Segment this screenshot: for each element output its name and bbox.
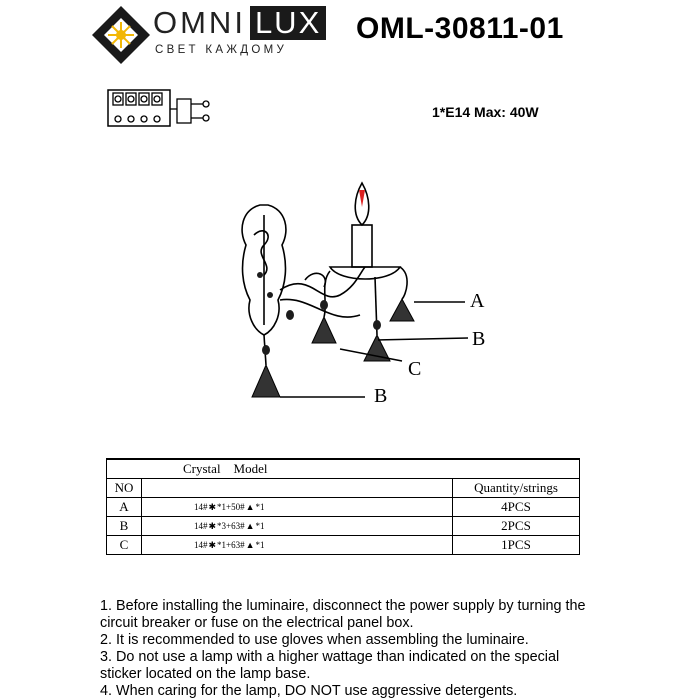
crystal-table [106,458,580,555]
sconce-drawing [220,175,480,415]
safety-notes [100,598,600,700]
crystal-bead-icon: ✱ [208,501,217,512]
row-qty: 4PCS [453,498,580,517]
row-no: B [107,517,142,536]
part-code: 14# [194,502,208,512]
table-row [107,517,580,536]
callout-a: A [470,290,485,312]
callout-b-upper: B [472,328,486,350]
crystal-drop-icon: ▲ [245,502,255,512]
brand-logo-icon [90,4,152,66]
brand-wordmark [153,6,326,40]
part-code: *1+50# [217,502,245,512]
crystal-bead-icon: ✱ [208,539,217,550]
row-parts [142,536,453,555]
crystal-drop-icon: ▲ [245,540,255,550]
row-no: A [107,498,142,517]
table-title [107,459,580,479]
note-4: 4. When caring for the lamp, DO NOT use aggressive detergents. [100,683,518,699]
callout-c: C [408,358,422,380]
brand-omni: OMNI [153,5,246,40]
row-qty: 1PCS [453,536,580,555]
part-code: 14# [194,521,208,531]
col-qty-header: Quantity/strings [453,479,580,498]
row-qty: 2PCS [453,517,580,536]
table-title-text: Crystal Model [183,461,268,476]
callout-b-lower: B [374,385,388,407]
table-row [107,498,580,517]
row-parts [142,517,453,536]
col-no-header: NO [107,479,142,498]
row-no: C [107,536,142,555]
model-number: OML-30811-01 [356,12,564,45]
part-code: 14# [194,540,208,550]
crystal-bead-icon: ✱ [208,520,217,531]
part-code: *1 [255,521,265,531]
note-1: 1. Before installing the luminaire, disconnect the power supply by turning the circuit breaker or fuse on the electrical panel box. [100,598,586,631]
part-code: *1 [255,540,265,550]
brand-lux: LUX [250,6,326,40]
terminal-block-diagram [105,84,215,134]
brand-tagline: СВЕТ КАЖДОМУ [155,44,288,56]
note-3: 3. Do not use a lamp with a higher wattage than indicated on the special sticker located on the lamp base. [100,649,560,682]
row-parts [142,498,453,517]
table-row [107,536,580,555]
part-code: *1 [255,502,265,512]
col-model-header [142,479,453,498]
part-code: *3+63# [217,521,245,531]
note-2: 2. It is recommended to use gloves when assembling the luminaire. [100,632,529,648]
part-code: *1+63# [217,540,245,550]
crystal-drop-icon: ▲ [245,521,255,531]
lamp-spec: 1*E14 Max: 40W [432,104,539,120]
